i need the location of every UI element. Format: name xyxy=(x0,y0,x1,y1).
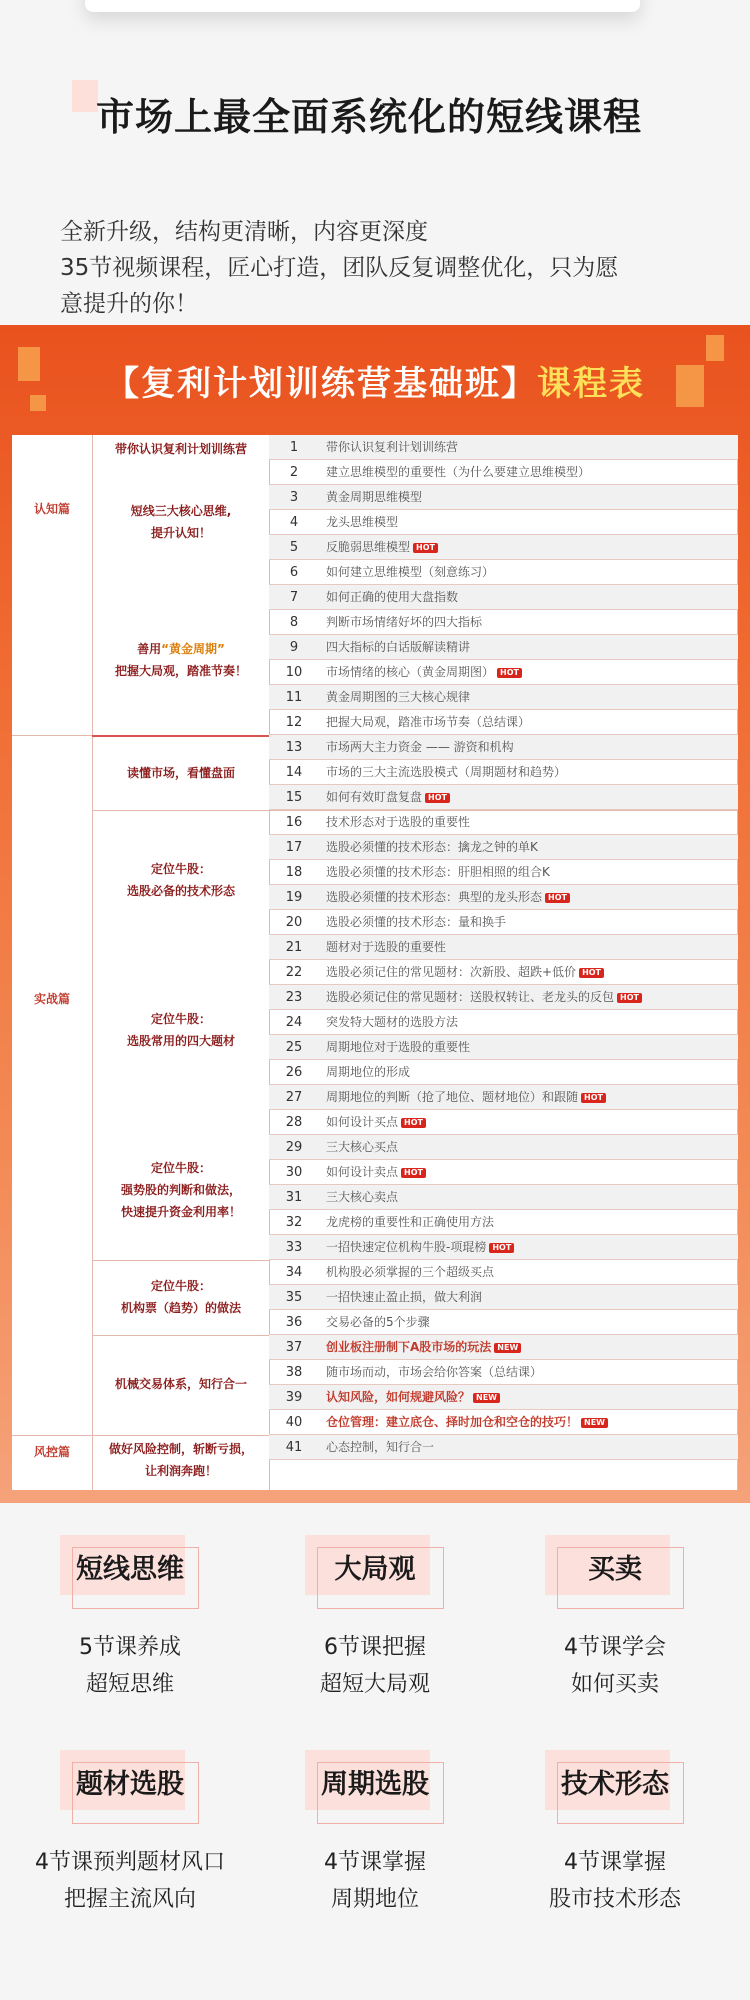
module-line: 做好风险控制，斩断亏损， xyxy=(108,1442,253,1456)
divider xyxy=(92,1260,269,1261)
lesson-row xyxy=(269,1035,738,1060)
lesson-row xyxy=(269,885,738,910)
lesson-number: 6 xyxy=(289,565,299,580)
lesson-title-text: 机构股必须掌握的三个超级买点 xyxy=(326,1265,495,1279)
lesson-number: 39 xyxy=(285,1390,303,1405)
hot-badge: HOT xyxy=(425,793,450,803)
module-label xyxy=(93,1008,269,1052)
lesson-row xyxy=(269,1235,738,1260)
lesson-number: 24 xyxy=(285,1015,303,1030)
lesson-number: 16 xyxy=(285,815,303,830)
hot-badge: HOT xyxy=(497,668,522,678)
lesson-title xyxy=(326,1285,482,1310)
lesson-title-text: 选股必须记住的常见题材：送股权转让、老龙头的反包 xyxy=(326,990,615,1004)
lesson-row xyxy=(269,910,738,935)
lesson-title xyxy=(326,1360,542,1385)
lesson-title-text: 题材对于选股的重要性 xyxy=(326,940,447,954)
lesson-number: 22 xyxy=(285,965,303,980)
lesson-title-text: 判断市场情绪好坏的四大指标 xyxy=(326,615,483,629)
lesson-title-text: 三大核心卖点 xyxy=(326,1190,399,1204)
module-label xyxy=(93,438,269,460)
lesson-title-text: 龙虎榜的重要性和正确使用方法 xyxy=(326,1215,495,1229)
lesson-number: 31 xyxy=(285,1190,303,1205)
module-line: 定位牛股： xyxy=(150,1279,211,1293)
lesson-title-text: 创业板注册制下A股市场的玩法 xyxy=(326,1340,492,1354)
lesson-title xyxy=(326,1060,410,1085)
category-label: 风控篇 xyxy=(33,1445,70,1459)
page-title: 市场上最全面系统化的短线课程 xyxy=(96,95,643,139)
lesson-row xyxy=(269,1310,738,1335)
lesson-number: 5 xyxy=(289,540,299,555)
lesson-title xyxy=(326,810,470,835)
lesson-number: 36 xyxy=(285,1315,303,1330)
lesson-row xyxy=(269,1260,738,1285)
lesson-title xyxy=(326,510,398,535)
lesson-title xyxy=(326,1435,434,1460)
hot-badge: HOT xyxy=(581,1093,606,1103)
feature-line: 股市技术形态 xyxy=(548,1887,681,1912)
lesson-title xyxy=(326,760,566,785)
lesson-title xyxy=(326,860,550,885)
lesson-row xyxy=(269,960,738,985)
lesson-row xyxy=(269,1185,738,1210)
lesson-row xyxy=(269,1160,738,1185)
lesson-title xyxy=(326,1410,608,1435)
lesson-title-text: 选股必须懂的技术形态：典型的龙头形态 xyxy=(326,890,543,904)
lesson-title-text: 随市场而动，市场会给你答案（总结课） xyxy=(326,1365,543,1379)
lesson-title xyxy=(326,435,458,460)
lesson-title-text: 选股必须懂的技术形态：量和换手 xyxy=(326,915,507,929)
lesson-title-text: 如何建立思维模型（刻意练习） xyxy=(326,565,495,579)
hot-badge: HOT xyxy=(401,1118,426,1128)
lesson-title xyxy=(326,560,494,585)
lesson-title-text: 仓位管理：建立底仓、择时加仓和空仓的技巧！ xyxy=(326,1415,579,1429)
lesson-title xyxy=(326,1135,398,1160)
lesson-title-text: 龙头思维模型 xyxy=(326,515,399,529)
lesson-title xyxy=(326,1235,514,1260)
banner-title xyxy=(0,356,750,405)
lesson-title-text: 突发特大题材的选股方法 xyxy=(326,1015,459,1029)
lesson-row xyxy=(269,1085,738,1110)
lesson-row xyxy=(269,735,738,760)
banner-title-highlight: 课程表 xyxy=(537,364,645,404)
lesson-title xyxy=(326,1310,430,1335)
feature-desc xyxy=(270,1629,480,1703)
lesson-row xyxy=(269,1060,738,1085)
lesson-title xyxy=(326,610,482,635)
lesson-row xyxy=(269,710,738,735)
intro-line: 意提升的你！ xyxy=(60,291,198,317)
lesson-number: 34 xyxy=(285,1265,303,1280)
lesson-title-text: 周期地位对于选股的重要性 xyxy=(326,1040,471,1054)
module-line: 读懂市场，看懂盘面 xyxy=(126,766,235,780)
lesson-title xyxy=(326,535,438,560)
lesson-row xyxy=(269,785,738,810)
lesson-number: 20 xyxy=(285,915,303,930)
lesson-row xyxy=(269,1410,738,1435)
lesson-title-text: 如何正确的使用大盘指数 xyxy=(326,590,459,604)
lesson-row xyxy=(269,560,738,585)
feature-line: 4节课掌握 xyxy=(324,1850,426,1875)
lesson-title-text: 一招快速定位机构牛股-项琨榜 xyxy=(326,1240,487,1254)
feature-desc xyxy=(270,1844,480,1918)
lesson-title-text: 反脆弱思维模型 xyxy=(326,540,411,554)
lesson-title-text: 选股必须懂的技术形态：肝胆相照的组合K xyxy=(326,865,550,879)
lesson-row xyxy=(269,635,738,660)
lesson-number: 38 xyxy=(285,1365,303,1380)
lesson-title xyxy=(326,635,470,660)
lesson-title xyxy=(326,1335,521,1360)
lesson-title xyxy=(326,935,446,960)
lesson-number: 29 xyxy=(285,1140,303,1155)
lesson-title-text: 一招快速止盈止损，做大利润 xyxy=(326,1290,483,1304)
lesson-number: 25 xyxy=(285,1040,303,1055)
lesson-title-text: 带你认识复利计划训练营 xyxy=(326,440,459,454)
lesson-title xyxy=(326,710,530,735)
module-line: 带你认识复利计划训练营 xyxy=(114,442,247,456)
feature-line: 超短思维 xyxy=(85,1672,174,1697)
feature-title-box xyxy=(60,1535,200,1601)
schedule-table xyxy=(12,435,738,1490)
feature-title-box xyxy=(545,1535,685,1601)
lesson-row xyxy=(269,1110,738,1135)
lesson-row xyxy=(269,1335,738,1360)
module-text: 善用 xyxy=(137,642,162,656)
feature-title: 买卖 xyxy=(588,1554,642,1585)
feature-card xyxy=(510,1750,720,1918)
module-line: 选股常用的四大题材 xyxy=(126,1034,235,1048)
lesson-row xyxy=(269,1360,738,1385)
new-badge: NEW xyxy=(473,1393,500,1403)
lesson-title xyxy=(326,885,570,910)
module-line: 定位牛股： xyxy=(150,862,211,876)
lesson-number: 28 xyxy=(285,1115,303,1130)
lesson-title xyxy=(326,1035,470,1060)
lesson-title-text: 选股必须记住的常见题材：次新股、超跌+低价 xyxy=(326,965,577,979)
lesson-title xyxy=(326,960,604,985)
module-line: 提升认知！ xyxy=(150,526,211,540)
lesson-row xyxy=(269,1285,738,1310)
lesson-title-text: 黄金周期思维模型 xyxy=(326,490,423,504)
lesson-row xyxy=(269,610,738,635)
lesson-title-text: 黄金周期图的三大核心规律 xyxy=(326,690,471,704)
lesson-number: 18 xyxy=(285,865,303,880)
lesson-title xyxy=(326,685,470,710)
lesson-title-text: 心态控制，知行合一 xyxy=(326,1440,435,1454)
module-highlight: “黄金周期” xyxy=(161,642,225,656)
feature-title-box xyxy=(545,1750,685,1816)
lesson-title-text: 如何设计卖点 xyxy=(326,1165,399,1179)
lesson-row xyxy=(269,860,738,885)
module-line: 机械交易体系，知行合一 xyxy=(114,1377,247,1391)
lesson-row xyxy=(269,835,738,860)
lesson-row xyxy=(269,1210,738,1235)
feature-title: 大局观 xyxy=(334,1554,416,1585)
feature-desc xyxy=(510,1629,720,1703)
lesson-number: 1 xyxy=(289,440,299,455)
lesson-number: 37 xyxy=(285,1340,303,1355)
module-line xyxy=(93,638,269,660)
lesson-title-text: 交易必备的5个步骤 xyxy=(326,1315,430,1329)
lesson-row xyxy=(269,985,738,1010)
hot-badge: HOT xyxy=(617,993,642,1003)
module-line: 让利润奔跑！ xyxy=(144,1464,217,1478)
hot-badge: HOT xyxy=(579,968,604,978)
feature-card xyxy=(510,1535,720,1703)
lesson-title xyxy=(326,1085,606,1110)
module-line: 机构票（趋势）的做法 xyxy=(120,1301,241,1315)
feature-desc xyxy=(510,1844,720,1918)
category-label: 认知篇 xyxy=(33,502,70,516)
lesson-title xyxy=(326,785,450,810)
feature-line: 4节课学会 xyxy=(564,1635,666,1660)
feature-line: 4节课掌握 xyxy=(564,1850,666,1875)
lesson-title-text: 技术形态对于选股的重要性 xyxy=(326,815,471,829)
lesson-title-text: 建立思维模型的重要性（为什么要建立思维模型） xyxy=(326,465,591,479)
lesson-number: 35 xyxy=(285,1290,303,1305)
feature-title: 周期选股 xyxy=(321,1769,429,1800)
lesson-number: 15 xyxy=(285,790,303,805)
lesson-number: 8 xyxy=(289,615,299,630)
lesson-title xyxy=(326,1160,426,1185)
lesson-title xyxy=(326,660,522,685)
lesson-number: 19 xyxy=(285,890,303,905)
feature-line: 把握主流风向 xyxy=(63,1887,196,1912)
lesson-title xyxy=(326,835,538,860)
lesson-row xyxy=(269,1385,738,1410)
lesson-title xyxy=(326,735,514,760)
lesson-title xyxy=(326,985,642,1010)
banner-title-main: 【复利计划训练营基础班】 xyxy=(105,364,537,404)
feature-title-box xyxy=(60,1750,200,1816)
feature-card xyxy=(270,1535,480,1703)
module-label xyxy=(93,1275,269,1319)
lesson-title-text: 三大核心买点 xyxy=(326,1140,399,1154)
lesson-row xyxy=(269,1010,738,1035)
lesson-number: 13 xyxy=(285,740,303,755)
module-label xyxy=(93,638,269,682)
feature-card xyxy=(25,1535,235,1703)
lesson-title xyxy=(326,485,422,510)
hot-badge: HOT xyxy=(413,543,438,553)
module-line: 强势股的判断和做法， xyxy=(120,1183,241,1197)
lesson-row xyxy=(269,535,738,560)
lesson-title xyxy=(326,910,506,935)
module-line: 短线三大核心思维, xyxy=(130,504,232,518)
lesson-title-text: 市场的三大主流选股模式（周期题材和趋势） xyxy=(326,765,567,779)
lesson-row xyxy=(269,585,738,610)
intro-line: 35节视频课程，匠心打造，团队反复调整优化，只为愿 xyxy=(60,255,619,281)
lesson-title-text: 把握大局观，踏准市场节奏（总结课） xyxy=(326,715,531,729)
module-line: 把握大局观，踏准节奏！ xyxy=(114,664,247,678)
intro-line: 全新升级，结构更清晰，内容更深度 xyxy=(60,219,428,245)
lesson-number: 27 xyxy=(285,1090,303,1105)
lesson-title-text: 如何设计买点 xyxy=(326,1115,399,1129)
lesson-number: 23 xyxy=(285,990,303,1005)
feature-line: 5节课养成 xyxy=(79,1635,181,1660)
lesson-number: 41 xyxy=(285,1440,303,1455)
divider xyxy=(12,1435,92,1436)
lesson-row xyxy=(269,935,738,960)
new-badge: NEW xyxy=(494,1343,521,1353)
lesson-number: 2 xyxy=(289,465,299,480)
feature-line: 4节课预判题材风口 xyxy=(35,1850,225,1875)
lesson-title-text: 市场两大主力资金 —— 游资和机构 xyxy=(326,740,514,754)
lesson-row xyxy=(269,760,738,785)
divider xyxy=(92,435,93,1490)
lesson-title xyxy=(326,1385,500,1410)
lesson-number: 21 xyxy=(285,940,303,955)
lesson-number: 30 xyxy=(285,1165,303,1180)
module-label xyxy=(93,762,269,784)
hot-badge: HOT xyxy=(401,1168,426,1178)
lesson-number: 17 xyxy=(285,840,303,855)
lesson-row xyxy=(269,435,738,460)
feature-title-box xyxy=(305,1535,445,1601)
module-line: 定位牛股： xyxy=(150,1161,211,1175)
feature-card xyxy=(270,1750,480,1918)
lesson-title xyxy=(326,585,458,610)
lesson-row xyxy=(269,1135,738,1160)
feature-card xyxy=(25,1750,235,1918)
feature-desc xyxy=(25,1629,235,1703)
lesson-number: 10 xyxy=(285,665,303,680)
lesson-row xyxy=(269,485,738,510)
module-label xyxy=(93,1373,269,1395)
module-label xyxy=(93,500,269,544)
row-divider xyxy=(269,1459,738,1460)
lesson-title-text: 如何有效盯盘复盘 xyxy=(326,790,423,804)
feature-line: 如何买卖 xyxy=(570,1672,659,1697)
lesson-number: 11 xyxy=(285,690,303,705)
lesson-number: 26 xyxy=(285,1065,303,1080)
title-decoration xyxy=(72,80,98,112)
new-badge: NEW xyxy=(581,1418,608,1428)
lesson-number: 32 xyxy=(285,1215,303,1230)
lesson-title xyxy=(326,460,590,485)
lesson-number: 12 xyxy=(285,715,303,730)
module-line: 定位牛股： xyxy=(150,1012,211,1026)
lesson-title-text: 认知风险，如何规避风险？ xyxy=(326,1390,471,1404)
feature-line: 6节课把握 xyxy=(324,1635,426,1660)
divider xyxy=(12,735,92,736)
feature-line: 超短大局观 xyxy=(319,1672,430,1697)
feature-title-box xyxy=(305,1750,445,1816)
lesson-title-text: 选股必须懂的技术形态：擒龙之钟的单K xyxy=(326,840,538,854)
module-label xyxy=(93,858,269,902)
lesson-number: 3 xyxy=(289,490,299,505)
lesson-number: 7 xyxy=(289,590,299,605)
lesson-title-text: 市场情绪的核心（黄金周期图） xyxy=(326,665,495,679)
lesson-number: 14 xyxy=(285,765,303,780)
module-line: 快速提升资金利用率！ xyxy=(120,1205,241,1219)
lesson-row xyxy=(269,510,738,535)
feature-desc xyxy=(25,1844,235,1918)
intro-text xyxy=(60,214,700,322)
lesson-row xyxy=(269,660,738,685)
lesson-title-text: 周期地位的形成 xyxy=(326,1065,411,1079)
feature-title: 技术形态 xyxy=(561,1769,669,1800)
lesson-row xyxy=(269,1435,738,1460)
feature-line: 周期地位 xyxy=(330,1887,419,1912)
lesson-title xyxy=(326,1210,494,1235)
lesson-row xyxy=(269,460,738,485)
lesson-title-text: 周期地位的判断（抢了地位、题材地位）和跟随 xyxy=(326,1090,579,1104)
module-label xyxy=(93,1157,269,1223)
lesson-title xyxy=(326,1010,458,1035)
category-label: 实战篇 xyxy=(33,992,70,1006)
lesson-title xyxy=(326,1260,494,1285)
lesson-number: 33 xyxy=(285,1240,303,1255)
lesson-row xyxy=(269,685,738,710)
lesson-number: 9 xyxy=(289,640,299,655)
lesson-row xyxy=(269,810,738,835)
top-card xyxy=(85,0,640,12)
lesson-title xyxy=(326,1185,398,1210)
lesson-title-text: 四大指标的白话版解读精讲 xyxy=(326,640,471,654)
lesson-number: 4 xyxy=(289,515,299,530)
feature-title: 题材选股 xyxy=(76,1769,184,1800)
module-label xyxy=(93,1438,269,1482)
module-line: 选股必备的技术形态 xyxy=(126,884,235,898)
hot-badge: HOT xyxy=(489,1243,514,1253)
hot-badge: HOT xyxy=(545,893,570,903)
lesson-title xyxy=(326,1110,426,1135)
feature-title: 短线思维 xyxy=(76,1554,184,1585)
lesson-number: 40 xyxy=(285,1415,303,1430)
